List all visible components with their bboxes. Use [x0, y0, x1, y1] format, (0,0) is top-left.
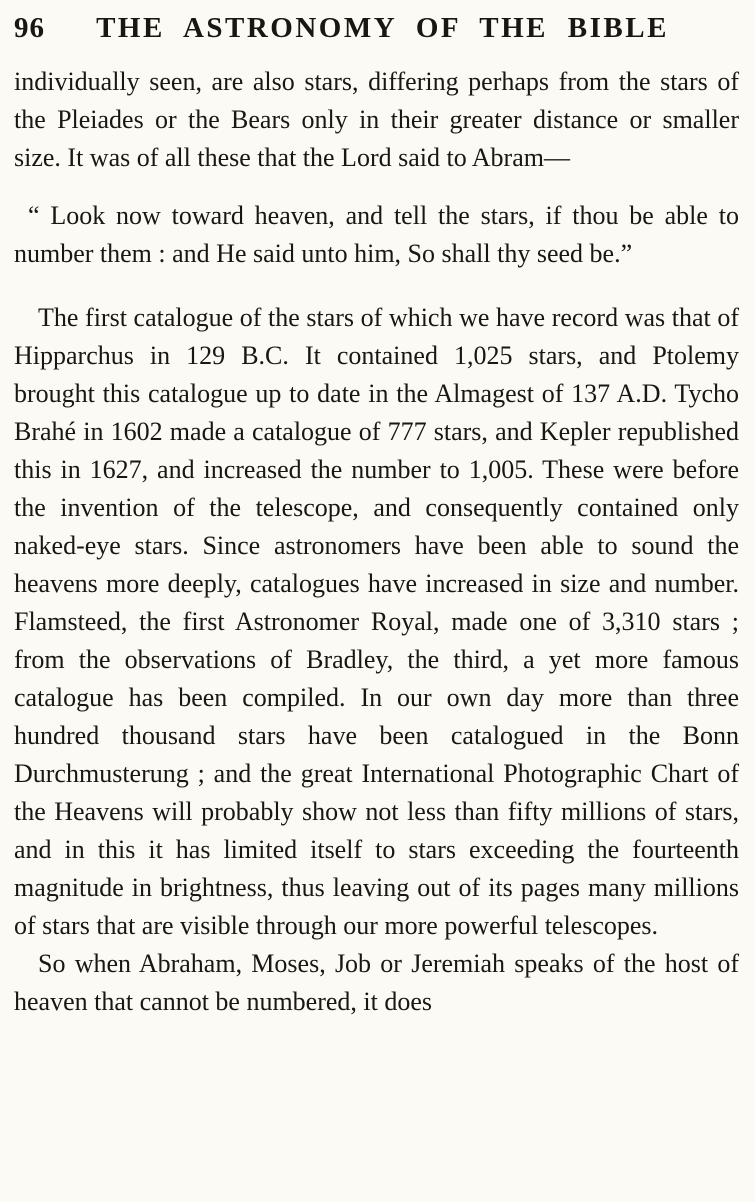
running-head [14, 12, 739, 45]
paragraph-star-catalogues: The first catalogue of the stars of which we have record was that of Hipparchus in 129 B.C. It contained 1,025 stars, and Ptolemy brought this catalogue up to date in the Almagest of 137 A.D. Tycho Brahé in 1602 made a catalogue of 777 stars, and Kepler republished this in 1627, and increased the number to 1,005. These were before the invention of the telescope, and consequently contained only naked-eye stars. Since astronomers have been able to sound the heavens more deeply, catalogues have increased in size and number. Flamsteed, the first Astronomer Royal, made one of 3,310 stars ; from the observations of Bradley, the third, a yet more famous catalogue has been compiled. In our own day more than three hundred thousand stars have been catalogued in the Bonn Durchmusterung ; and the great International Photographic Chart of the Heavens will probably show not less than fifty millions of stars, and in this it has limited itself to stars exceeding the fourteenth magnitude in brightness, thus leaving out of its pages many millions of stars that are visible through our more powerful telescopes. [14, 303, 739, 940]
paragraph-host-of-heaven: So when Abraham, Moses, Job or Jeremiah speaks of the host of heaven that cannot be numbered, it does [14, 949, 739, 1016]
page-title: THE ASTRONOMY OF THE BIBLE [96, 12, 669, 44]
page-body [14, 63, 739, 1021]
paragraph-scripture-quote: “ Look now toward heaven, and tell the stars, if thou be able to number them : and He said unto him, So shall thy seed be.” [14, 201, 739, 268]
page-number: 96 [14, 12, 45, 44]
paragraph-continuation: individually seen, are also stars, differing perhaps from the stars of the Pleiades or the Bears only in their greater distance or smaller size. It was of all these that the Lord said to Abram— [14, 67, 739, 172]
